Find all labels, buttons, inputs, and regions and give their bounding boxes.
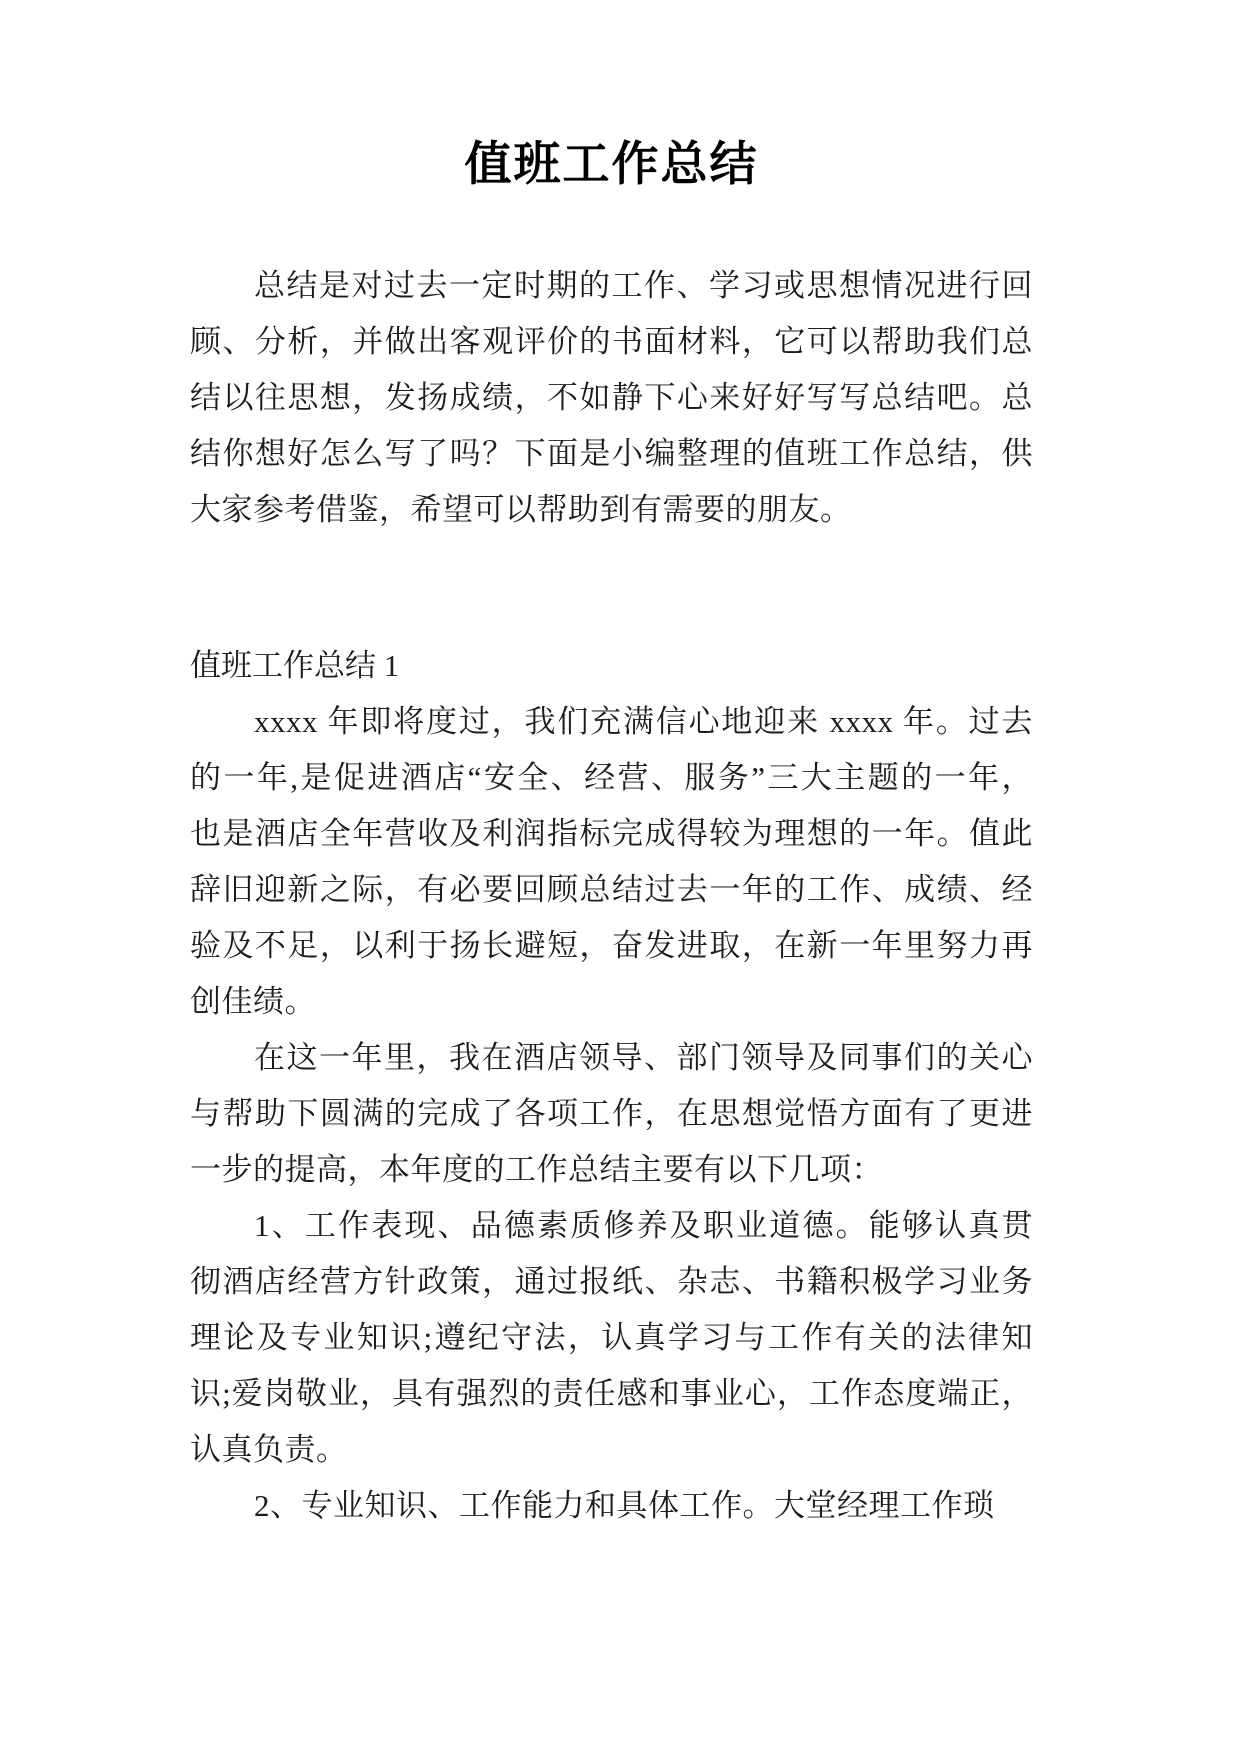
text-line: 结你想好怎么写了吗？下面是小编整理的值班工作总结，供 [190, 436, 1033, 471]
paragraph [190, 1478, 1033, 1534]
text-line: 验及不足，以利于扬长避短，奋发进取，在新一年里努力再 [190, 928, 1033, 963]
paragraph [190, 1030, 1033, 1198]
text-line: 辞旧迎新之际，有必要回顾总结过去一年的工作、成绩、经 [190, 872, 1033, 907]
text-line: 结以往思想，发扬成绩，不如静下心来好好写写总结吧。总 [190, 380, 1033, 415]
text-line: 2、专业知识、工作能力和具体工作。大堂经理工作琐 [254, 1488, 995, 1523]
document-title: 值班工作总结 [464, 139, 759, 191]
text-line: 的一年,是促进酒店“安全、经营、服务”三大主题的一年， [190, 760, 1033, 795]
text-line: 大家参考借鉴，希望可以帮助到有需要的朋友。 [190, 492, 852, 527]
text-line: 彻酒店经营方针政策，通过报纸、杂志、书籍积极学习业务 [190, 1264, 1033, 1299]
text-line: 创佳绩。 [190, 984, 316, 1019]
text-line: 总结是对过去一定时期的工作、学习或思想情况进行回 [254, 268, 1033, 303]
text-line: 顾、分析，并做出客观评价的书面材料，它可以帮助我们总 [190, 324, 1033, 359]
text-line: xxxx 年即将度过，我们充满信心地迎来 xxxx 年。过去 [254, 704, 1033, 739]
text-line: 识;爱岗敬业，具有强烈的责任感和事业心，工作态度端正， [190, 1376, 1033, 1411]
text-line: 也是酒店全年营收及利润指标完成得较为理想的一年。值此 [190, 816, 1033, 851]
document-body [190, 258, 1033, 1534]
paragraph [190, 258, 1033, 538]
section-heading: 值班工作总结 1 [190, 648, 400, 683]
paragraph [190, 694, 1033, 1030]
text-line: 理论及专业知识;遵纪守法，认真学习与工作有关的法律知 [190, 1320, 1033, 1355]
text-line: 1、工作表现、品德素质修养及职业道德。能够认真贯 [254, 1208, 1033, 1243]
text-line: 一步的提高，本年度的工作总结主要有以下几项： [190, 1152, 883, 1187]
paragraph [190, 1198, 1033, 1478]
text-line: 与帮助下圆满的完成了各项工作，在思想觉悟方面有了更进 [190, 1096, 1033, 1131]
text-line: 在这一年里，我在酒店领导、部门领导及同事们的关心 [254, 1040, 1033, 1075]
text-line: 认真负责。 [190, 1432, 348, 1467]
